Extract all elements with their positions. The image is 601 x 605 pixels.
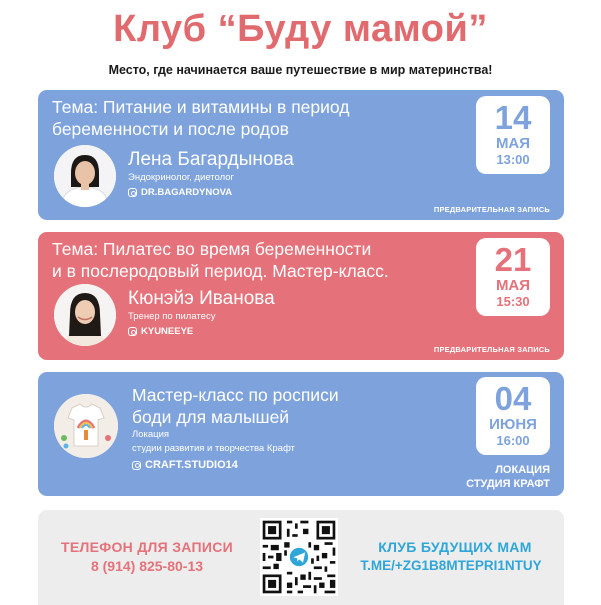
instagram-handle-text: KYUNEEYE — [141, 326, 194, 337]
telegram-link[interactable]: T.ME/+ZG1B8MTEPRI1NTUY — [360, 558, 542, 573]
instagram-icon — [128, 188, 137, 197]
topic-line: Тема: Пилатес во время беременности — [52, 239, 372, 259]
event-time: 16:00 — [496, 433, 530, 448]
event-month: ИЮНЯ — [489, 416, 537, 433]
phone-number[interactable]: 8 (914) 825-80-13 — [90, 558, 204, 574]
contact-footer — [38, 510, 564, 605]
page-subtitle: Место, где начинается ваше путешествие в мир материнства! — [108, 63, 493, 77]
event-day: 14 — [494, 99, 532, 136]
topic-line: беременности и после родов — [52, 119, 289, 139]
phone-label: ТЕЛЕФОН ДЛЯ ЗАПИСИ — [60, 539, 234, 555]
pre-registration-note: ПРЕДВАРИТЕЛЬНАЯ ЗАПИСЬ — [433, 205, 550, 214]
instagram-handle[interactable] — [132, 459, 238, 471]
event-date — [476, 96, 550, 174]
event-date — [476, 238, 550, 316]
event-date — [476, 377, 550, 455]
location-name: студии развития и творчества Крафт — [132, 443, 295, 454]
speaker-role: Эндокринолог, диетолог — [128, 172, 235, 183]
event-day: 21 — [494, 241, 532, 278]
title-line: Мастер-класс по росписи — [132, 385, 339, 405]
speaker-name: Кюнэйэ Иванова — [128, 288, 275, 309]
instagram-handle-text: DR.BAGARDYNOVA — [141, 187, 233, 198]
speaker-photo — [54, 145, 116, 207]
location-note-line: ЛОКАЦИЯ — [495, 464, 550, 476]
event-time: 13:00 — [496, 152, 530, 167]
topic-line: Тема: Питание и витамины в период — [52, 97, 350, 117]
instagram-icon — [128, 327, 137, 336]
location-note — [466, 463, 550, 491]
topic-line: и в послеродовый период. Мастер-класс. — [52, 261, 389, 281]
instagram-icon — [132, 461, 141, 470]
location-note-line: СТУДИЯ КРАФТ — [466, 478, 550, 490]
qr-code[interactable] — [260, 518, 338, 596]
pre-registration-note: ПРЕДВАРИТЕЛЬНАЯ ЗАПИСЬ — [433, 345, 550, 354]
speaker-photo — [54, 284, 116, 346]
location-label: Локация — [132, 429, 170, 440]
event-card-pilates — [38, 232, 564, 360]
event-card-masterclass — [38, 372, 564, 496]
event-month: МАЯ — [495, 277, 531, 294]
instagram-handle-text: CRAFT.STUDIO14 — [145, 459, 238, 471]
event-topic — [52, 96, 492, 140]
event-day: 04 — [494, 380, 532, 417]
bodysuit-photo — [54, 394, 118, 458]
club-label: КЛУБ БУДУЩИХ МАМ — [378, 539, 532, 555]
speaker-role: Тренер по пилатесу — [128, 311, 216, 322]
speaker-name: Лена Багардынова — [128, 149, 294, 170]
event-time: 15:30 — [496, 294, 530, 309]
title-line: боди для малышей — [132, 407, 290, 427]
event-card-nutrition — [38, 90, 564, 220]
event-month: МАЯ — [495, 135, 531, 152]
instagram-handle[interactable] — [128, 187, 232, 198]
instagram-handle[interactable] — [128, 326, 193, 337]
event-topic — [52, 238, 492, 282]
page-title: Клуб “Буду мамой” — [113, 8, 488, 50]
event-title — [132, 384, 452, 428]
